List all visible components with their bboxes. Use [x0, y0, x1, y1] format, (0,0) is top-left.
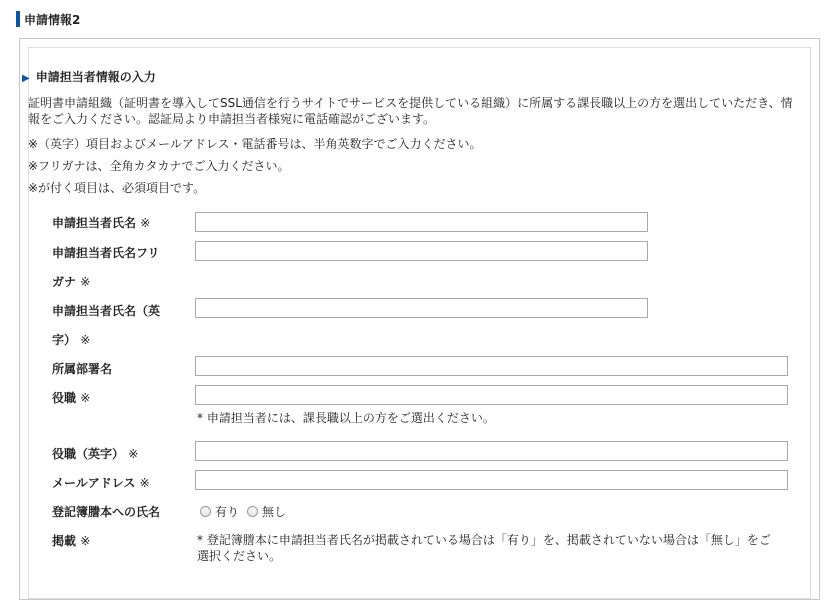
- registry-label: [52, 502, 178, 522]
- furigana-input[interactable]: [195, 241, 648, 261]
- registry-option-yes[interactable]: 有り: [215, 505, 240, 519]
- registry-radio-no[interactable]: [247, 506, 258, 517]
- furigana-label-line1: 申請担当者氏名フリ: [52, 246, 160, 260]
- name-input[interactable]: [195, 212, 648, 232]
- name-label-text: 申請担当者氏名: [52, 216, 137, 230]
- required-mark: ※: [80, 333, 91, 347]
- department-input[interactable]: [195, 356, 788, 376]
- email-label-text: メールアドレス: [52, 476, 136, 490]
- registry-radio-group: [200, 503, 294, 520]
- page-title-text: 申請情報2: [24, 12, 81, 27]
- department-label-text: 所属部署名: [52, 362, 113, 376]
- name-en-label-line2: 字）: [52, 333, 77, 347]
- name-en-label-cont: [52, 330, 178, 350]
- email-label: [52, 473, 178, 493]
- required-mark: ※: [80, 391, 91, 405]
- registry-label-cont: [52, 531, 178, 551]
- intro-text: 証明書申請組織（証明書を導入してSSL通信を行うサイトでサービスを提供している組織）に所属する課長職以上の方を選出していただき、情報をご入力ください。認証局より申請担当者様宛に電話確認がございます。: [28, 96, 793, 126]
- required-mark: ※: [128, 447, 139, 461]
- note-furigana: ※フリガナは、全角カタカナでご入力ください。: [28, 159, 290, 173]
- required-mark: ※: [139, 476, 150, 490]
- name-en-label: [52, 301, 178, 321]
- required-mark: ※: [80, 275, 91, 289]
- registry-label-line1: 登記簿謄本への氏名: [52, 505, 161, 519]
- section-heading: [22, 68, 156, 85]
- position-en-label-text: 役職（英字）: [52, 447, 125, 461]
- position-help-text: * 申請担当者には、課長職以上の方をご選出ください。: [197, 411, 495, 425]
- registry-label-line2: 掲載: [52, 534, 77, 548]
- title-accent-bar: [16, 11, 20, 27]
- registry-option-no[interactable]: 無し: [262, 505, 287, 519]
- email-input[interactable]: [195, 470, 788, 490]
- note-required: ※が付く項目は、必須項目です。: [28, 181, 206, 195]
- position-en-label: [52, 444, 178, 464]
- name-en-label-line1: 申請担当者氏名（英: [52, 304, 161, 318]
- furigana-label: [52, 243, 178, 263]
- name-en-input[interactable]: [195, 298, 648, 318]
- position-label: [52, 388, 178, 408]
- position-input[interactable]: [195, 385, 788, 405]
- required-mark: ※: [140, 216, 151, 230]
- registry-help-text: * 登記簿謄本に申請担当者氏名が掲載されている場合は「有り」を、掲載されていない場合は「無し」をご選択ください。: [197, 533, 771, 563]
- position-label-text: 役職: [52, 391, 77, 405]
- department-label: [52, 359, 178, 379]
- required-mark: ※: [80, 534, 91, 548]
- furigana-label-cont: [52, 272, 178, 292]
- name-label: [52, 213, 178, 233]
- section-heading-text: 申請担当者情報の入力: [35, 70, 156, 84]
- page-title: [16, 10, 80, 28]
- note-english-fields: ※（英字）項目およびメールアドレス・電話番号は、半角英数字でご入力ください。: [28, 137, 482, 151]
- registry-radio-yes[interactable]: [200, 506, 211, 517]
- furigana-label-line2: ガナ: [52, 275, 77, 289]
- position-en-input[interactable]: [195, 441, 788, 461]
- triangle-right-icon: ▶: [22, 73, 30, 84]
